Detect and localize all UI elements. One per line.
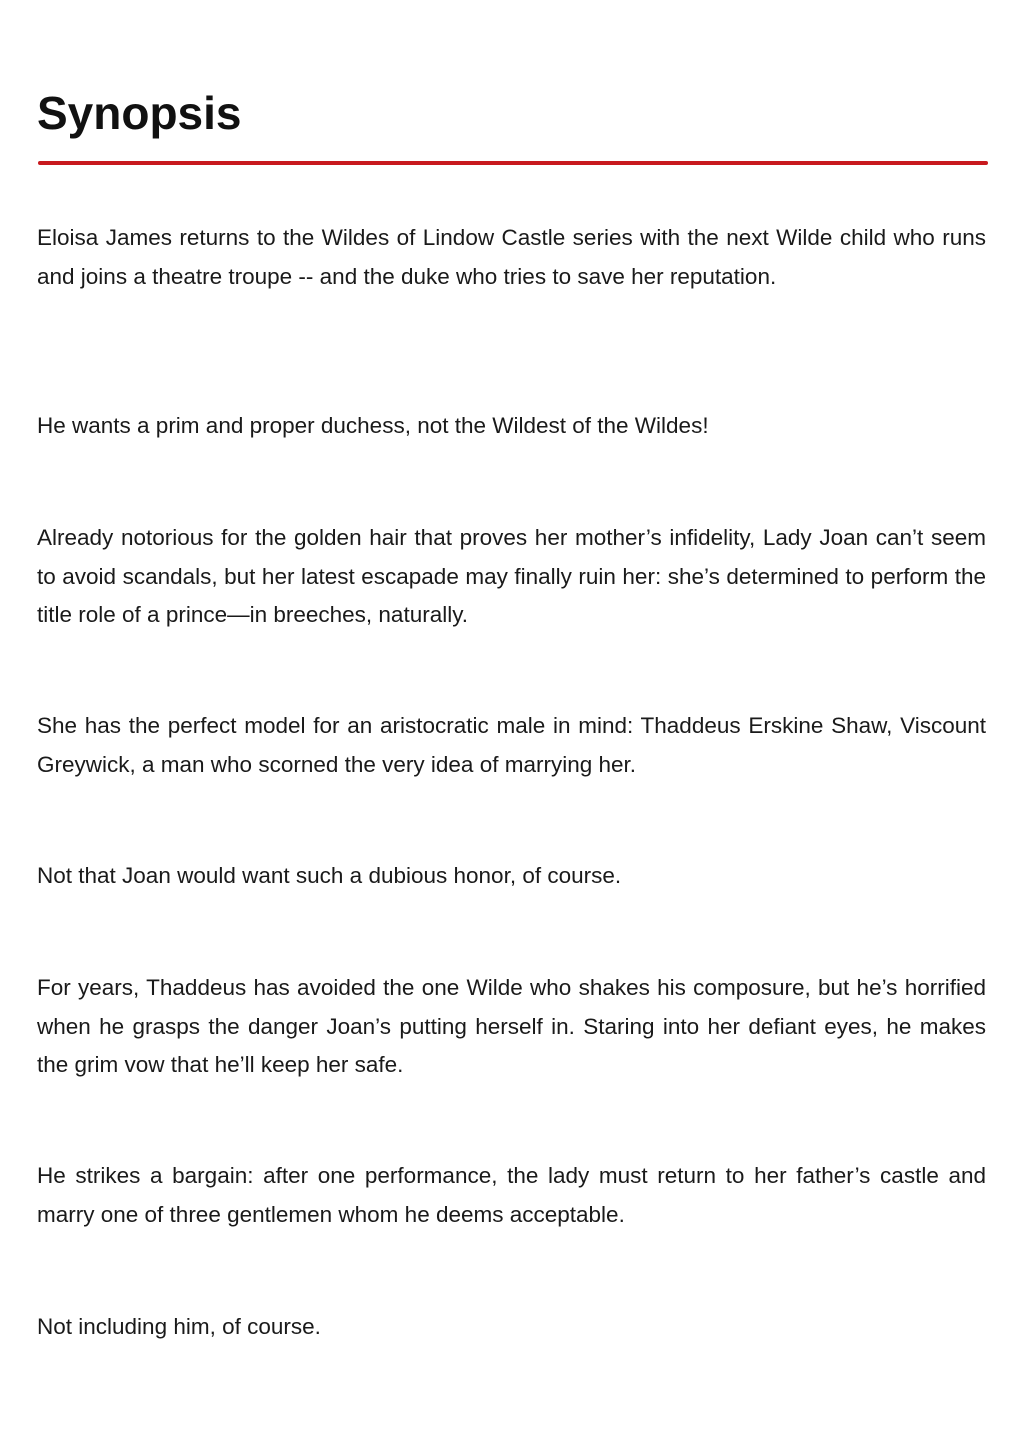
synopsis-paragraph-8: Not including him, of course.	[37, 1314, 321, 1339]
synopsis-paragraph-3: Already notorious for the golden hair that proves her mother’s infidelity, Lady Joan can’t seem to avoid scandals, but her latest escapade may finally ruin her: she’s determined to perform the title role of a prince—in breeches, naturally.	[37, 525, 986, 627]
synopsis-paragraph-1: Eloisa James returns to the Wildes of Lindow Castle series with the next Wilde child who runs and joins a theatre troupe -- and the duke who tries to save her reputation.	[37, 225, 986, 289]
synopsis-paragraph-5: Not that Joan would want such a dubious honor, of course.	[37, 863, 622, 888]
synopsis-paragraph-7: He strikes a bargain: after one performance, the lady must return to her father’s castle and marry one of three gentlemen whom he deems acceptable.	[37, 1163, 986, 1227]
synopsis-paragraph-4: She has the perfect model for an aristocratic male in mind: Thaddeus Erskine Shaw, Viscount Greywick, a man who scorned the very idea of marrying her.	[37, 713, 986, 777]
synopsis-paragraph-6: For years, Thaddeus has avoided the one Wilde who shakes his composure, but he’s horrified when he grasps the danger Joan’s putting herself in. Staring into her defiant eyes, he makes the grim vow that he’ll keep her safe.	[37, 975, 986, 1077]
page-title: Synopsis	[37, 87, 242, 139]
synopsis-paragraph-2: He wants a prim and proper duchess, not the Wildest of the Wildes!	[37, 413, 709, 438]
title-underline-rule	[38, 161, 988, 165]
